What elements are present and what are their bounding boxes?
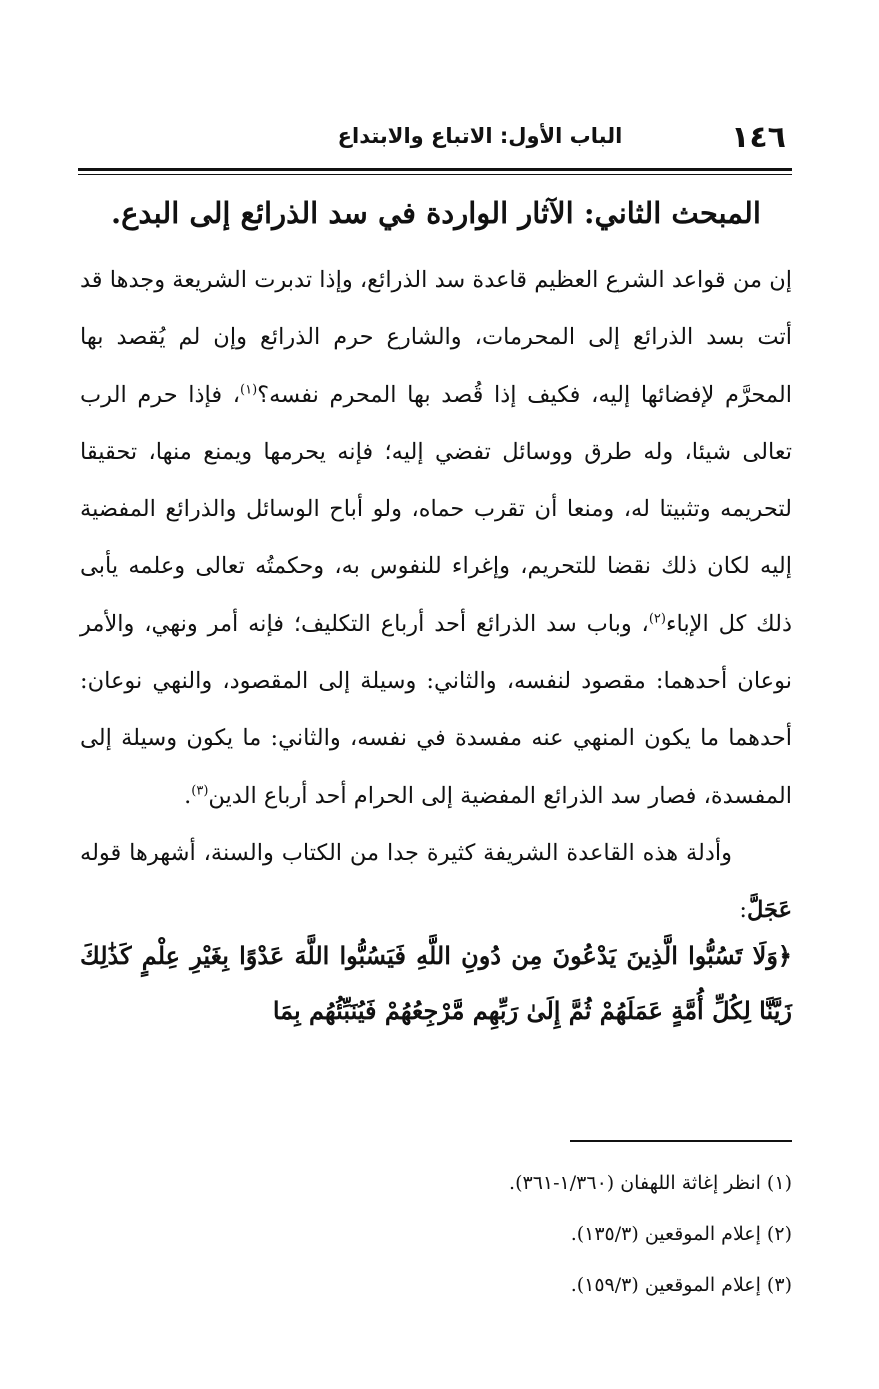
page-number: ١٤٦ (731, 120, 786, 155)
paragraph-text: . (184, 782, 192, 809)
footnote: (١) انظر إغاثة اللهفان (١/٣٦٠-٣٦١). (509, 1172, 792, 1194)
header-divider (78, 168, 792, 171)
header-divider-thin (78, 174, 792, 175)
running-header (80, 118, 792, 160)
section-heading: المبحث الثاني: الآثار الواردة في سد الذرائع إلى البدع. (111, 196, 761, 230)
footnote-ref: (١) (240, 382, 258, 398)
footnotes (80, 1158, 792, 1311)
footnote-divider (570, 1140, 792, 1142)
paragraph-text: وأدلة هذه القاعدة الشريفة كثيرة جدا من الكتاب والسنة، أشهرها قوله (80, 839, 732, 866)
paragraph-text: ، وباب سد الذرائع أحد أرباع التكليف؛ فإنه أمر ونهي، والأمر نوعان أحدهما: مقصود لنفسه، والثاني: وسيلة إلى المقصود، والنهي نوعان: أحدهما ما يكون المنهي عنه مفسدة في نفسه، والثاني: ما يكون وسيلة إلى المفسدة، فصار سد الذرائع المفضية إلى الحرام أحد أرباع الدين (80, 610, 792, 809)
footnote: (٣) إعلام الموقعين (١٥٩/٣). (570, 1274, 792, 1296)
footnote-ref: (٣) (191, 783, 209, 799)
chapter-title: الباب الأول: الاتباع والابتداع (337, 124, 623, 148)
quran-verse: ﴿وَلَا تَسُبُّوا الَّذِينَ يَدْعُونَ مِن دُونِ اللَّهِ فَيَسُبُّوا اللَّهَ عَدْوًا بِغَيْرِ عِلْمٍ كَذَٰلِكَ زَيَّنَّا لِكُلِّ أُمَّةٍ عَمَلَهُمْ ثُمَّ إِلَىٰ رَبِّهِم مَّرْجِعُهُمْ فَيُنَبِّئُهُم بِمَا (80, 941, 792, 1025)
paragraph (80, 252, 792, 825)
paragraph-text: ، فإذا حرم الرب تعالى شيئا، وله طرق ووسائل تفضي إليه؛ فإنه يحرمها ويمنع منها، تحقيقا لتحريمه وتثبيتا له، ومنعا أن تقرب حماه، ولو أباح الوسائل والذرائع المفضية إليه لكان ذلك نقضا للتحريم، وإغراء للنفوس به، وحكمتُه تعالى وعلمه يأبى ذلك كل الإباء (80, 381, 792, 637)
honorific-glyph: عَجَلَّ (747, 897, 792, 924)
body-text (80, 252, 792, 940)
paragraph: وأدلة هذه القاعدة الشريفة كثيرة جدا من الكتاب والسنة، أشهرها قوله عَجَلَّ: (80, 839, 792, 924)
footnote-ref: (٢) (648, 611, 666, 627)
footnote: (٢) إعلام الموقعين (١٣٥/٣). (570, 1223, 792, 1245)
paragraph-text: إن من قواعد الشرع العظيم قاعدة سد الذرائع، وإذا تدبرت الشريعة وجدها قد أتت بسد الذرائع إلى المحرمات، والشارع حرم الذرائع وإن لم يُقصد بها المحرَّم لإفضائها إليه، فكيف إذا قُصد بها المحرم نفسه؟ (80, 267, 793, 408)
